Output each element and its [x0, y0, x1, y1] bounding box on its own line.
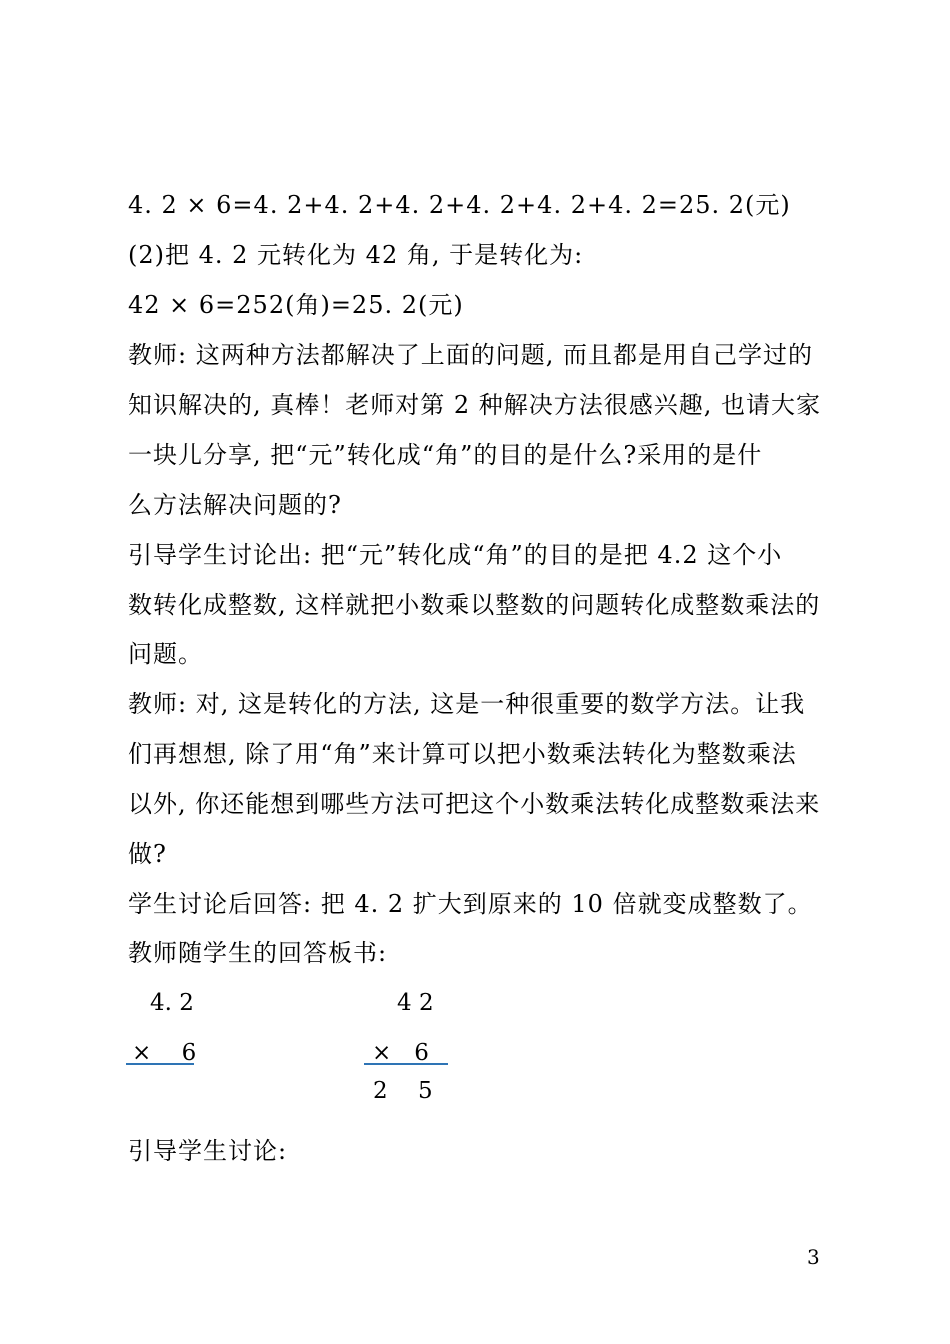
text-line: (2)把 4. 2 元转化为 42 角, 于是转化为:	[128, 241, 584, 269]
text-line: 数转化成整数, 这样就把小数乘以整数的问题转化成整数乘法的	[128, 591, 821, 619]
calc-top-number: 4. 2	[150, 990, 194, 1016]
text-line: 42 × 6=252(角)=25. 2(元)	[128, 291, 464, 319]
calc-underline	[126, 1063, 194, 1065]
closing-line: 引导学生讨论:	[128, 1137, 288, 1165]
text-line: 4. 2 × 6=4. 2+4. 2+4. 2+4. 2+4. 2+4. 2=25. 2(元)	[128, 191, 791, 219]
calc-top-number: 4 2	[397, 990, 434, 1016]
text-line: 教师: 对, 这是转化的方法, 这是一种很重要的数学方法。让我	[128, 690, 806, 718]
page-number: 3	[807, 1245, 820, 1269]
text-line: 知识解决的, 真棒！老师对第 2 种解决方法很感兴趣, 也请大家	[128, 391, 822, 419]
calc-operator-line: × 6	[132, 1040, 197, 1066]
text-line: 教师: 这两种方法都解决了上面的问题, 而且都是用自己学过的	[128, 341, 813, 369]
text-line: 引导学生讨论出: 把“元”转化成“角”的目的是把 4.2 这个小	[128, 541, 783, 569]
calc-partial-result: 2 5	[373, 1078, 433, 1104]
text-line: 教师随学生的回答板书:	[128, 939, 388, 967]
text-line: 学生讨论后回答: 把 4. 2 扩大到原来的 10 倍就变成整数了。	[128, 890, 813, 918]
text-line: 问题。	[128, 640, 203, 668]
text-line: 以外, 你还能想到哪些方法可把这个小数乘法转化成整数乘法来	[128, 790, 821, 818]
text-line: 做?	[128, 840, 167, 868]
text-line: 么方法解决问题的?	[128, 491, 342, 519]
calc-operator-line: × 6	[372, 1040, 429, 1066]
calc-underline	[364, 1063, 448, 1065]
text-line: 们再想想, 除了用“角”来计算可以把小数乘法转化为整数乘法	[128, 740, 797, 768]
text-line: 一块儿分享, 把“元”转化成“角”的目的是什么?采用的是什	[128, 441, 763, 469]
